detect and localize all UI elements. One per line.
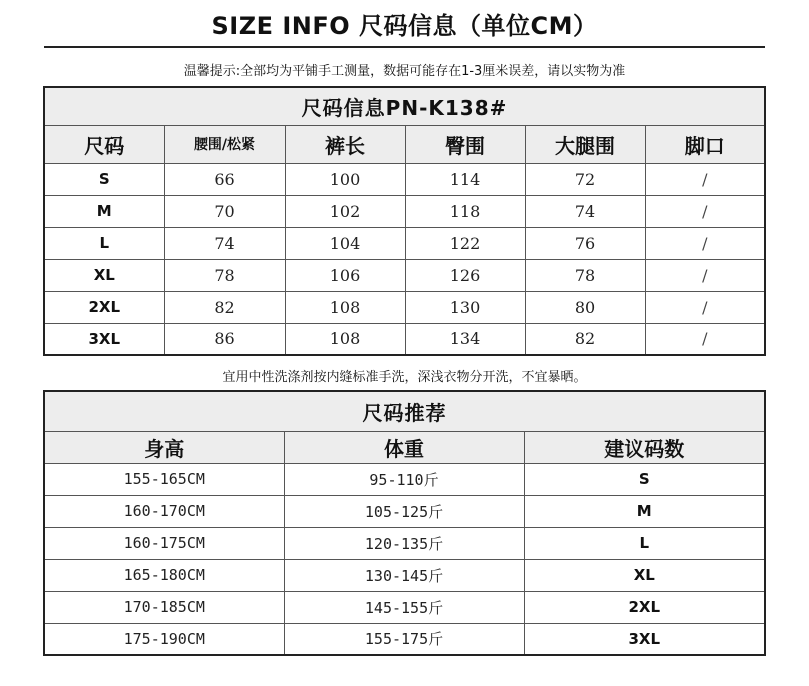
waist-cell: 78	[164, 259, 285, 291]
recommended-size-cell: 2XL	[524, 591, 765, 623]
page-title: SIZE INFO 尺码信息（单位CM）	[211, 12, 598, 40]
size-cell: 2XL	[44, 291, 164, 323]
table-row	[44, 527, 765, 559]
height-cell: 165-180CM	[44, 559, 284, 591]
waist-cell: 82	[164, 291, 285, 323]
header-hip: 臀围	[405, 125, 525, 163]
table-row	[44, 463, 765, 495]
hem-cell: /	[645, 323, 765, 355]
hem-cell: /	[645, 259, 765, 291]
table-row	[44, 291, 765, 323]
table-row	[44, 323, 765, 355]
weight-cell: 105-125斤	[284, 495, 524, 527]
hem-cell: /	[645, 163, 765, 195]
table-row	[44, 495, 765, 527]
recommended-size-cell: L	[524, 527, 765, 559]
title-divider	[44, 46, 765, 48]
header-weight: 体重	[284, 431, 524, 463]
recommend-table-header-row	[44, 431, 765, 463]
header-size: 尺码	[44, 125, 164, 163]
height-cell: 155-165CM	[44, 463, 284, 495]
header-waist: 腰围/松紧	[164, 125, 285, 163]
length-cell: 104	[285, 227, 405, 259]
hem-cell: /	[645, 195, 765, 227]
size-table-header-row	[44, 125, 765, 163]
hip-cell: 134	[405, 323, 525, 355]
weight-cell: 155-175斤	[284, 623, 524, 655]
hip-cell: 130	[405, 291, 525, 323]
recommended-size-cell: 3XL	[524, 623, 765, 655]
header-hem: 脚口	[645, 125, 765, 163]
header-length: 裤长	[285, 125, 405, 163]
size-recommendation-table	[43, 390, 766, 656]
thigh-cell: 82	[525, 323, 645, 355]
hip-cell: 126	[405, 259, 525, 291]
weight-cell: 145-155斤	[284, 591, 524, 623]
weight-cell: 130-145斤	[284, 559, 524, 591]
size-cell: M	[44, 195, 164, 227]
length-cell: 102	[285, 195, 405, 227]
thigh-cell: 72	[525, 163, 645, 195]
waist-cell: 74	[164, 227, 285, 259]
thigh-cell: 78	[525, 259, 645, 291]
header-thigh: 大腿围	[525, 125, 645, 163]
weight-cell: 120-135斤	[284, 527, 524, 559]
height-cell: 160-170CM	[44, 495, 284, 527]
length-cell: 100	[285, 163, 405, 195]
waist-cell: 70	[164, 195, 285, 227]
table-row	[44, 623, 765, 655]
hip-cell: 122	[405, 227, 525, 259]
height-cell: 170-185CM	[44, 591, 284, 623]
thigh-cell: 74	[525, 195, 645, 227]
wash-note: 宜用中性洗涤剂按内缝标准手洗，深浅衣物分开洗，不宜暴晒。	[222, 370, 587, 385]
size-cell: L	[44, 227, 164, 259]
recommended-size-cell: M	[524, 495, 765, 527]
size-cell: XL	[44, 259, 164, 291]
recommended-size-cell: XL	[524, 559, 765, 591]
table-row	[44, 259, 765, 291]
header-height: 身高	[44, 431, 284, 463]
size-cell: S	[44, 163, 164, 195]
size-cell: 3XL	[44, 323, 164, 355]
thigh-cell: 76	[525, 227, 645, 259]
waist-cell: 66	[164, 163, 285, 195]
table-row	[44, 227, 765, 259]
header-recommended-size: 建议码数	[524, 431, 765, 463]
thigh-cell: 80	[525, 291, 645, 323]
weight-cell: 95-110斤	[284, 463, 524, 495]
length-cell: 108	[285, 323, 405, 355]
length-cell: 106	[285, 259, 405, 291]
height-cell: 175-190CM	[44, 623, 284, 655]
table-row	[44, 163, 765, 195]
size-table-caption: 尺码信息PN-K138#	[44, 87, 765, 125]
table-row	[44, 559, 765, 591]
measurement-note: 温馨提示:全部均为平铺手工测量，数据可能存在1-3厘米误差，请以实物为准	[183, 64, 626, 79]
hem-cell: /	[645, 227, 765, 259]
length-cell: 108	[285, 291, 405, 323]
hem-cell: /	[645, 291, 765, 323]
table-row	[44, 195, 765, 227]
recommended-size-cell: S	[524, 463, 765, 495]
table-row	[44, 591, 765, 623]
height-cell: 160-175CM	[44, 527, 284, 559]
hip-cell: 118	[405, 195, 525, 227]
recommend-table-caption: 尺码推荐	[44, 391, 765, 431]
size-info-table	[43, 86, 766, 356]
hip-cell: 114	[405, 163, 525, 195]
waist-cell: 86	[164, 323, 285, 355]
